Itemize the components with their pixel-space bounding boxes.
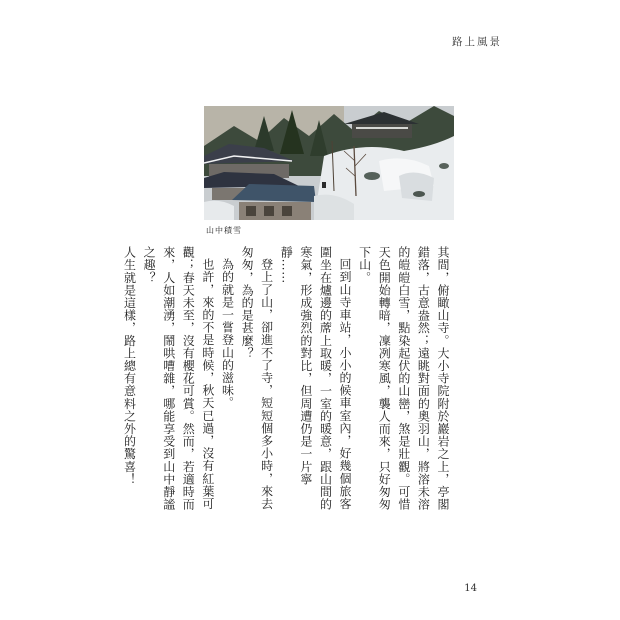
vertical-body-text [119,246,452,516]
paragraph: 也許，來的不是時候，秋天已過，沒有紅葉可觀；春天未至，沒有櫻花可賞。然而，若適時而來，人如潮湧，鬧哄嘈雜，哪能享受到山中靜謐之趣？ [142,246,215,511]
snow-temple-photo [204,106,454,220]
paragraph: 回到山寺車站，小小的候車室內，好幾個旅客圍坐在爐邊的蓆上取暖，一室的暖意，跟山間的寒氣，形成強烈的對比，但周遭仍是一片寧靜…… [279,246,353,511]
paragraph: 為的就是一嘗登山的滋味。 [220,258,235,410]
photo-caption: 山中積雪 [206,226,242,235]
paragraph: 登上了山，卻進不了寺，短短個多小時，來去匆匆，為的是甚麼？ [240,246,274,510]
paragraph: 人生就是這樣，路上總有意料之外的驚喜！ [122,246,137,486]
paragraph: 其間，俯瞰山寺。大小寺院附於巖岩之上，亭閣錯落，古意盎然；遠眺對面的奧羽山，將溶未溶的皚皚白雪，點染起伏的山巒，煞是壯觀。可惜天色開始轉暗，凜冽寒風，襲人而來，只好匆匆下山。 [357,246,450,511]
running-header: 路上風景 [452,36,502,48]
page-number: 14 [464,583,477,594]
